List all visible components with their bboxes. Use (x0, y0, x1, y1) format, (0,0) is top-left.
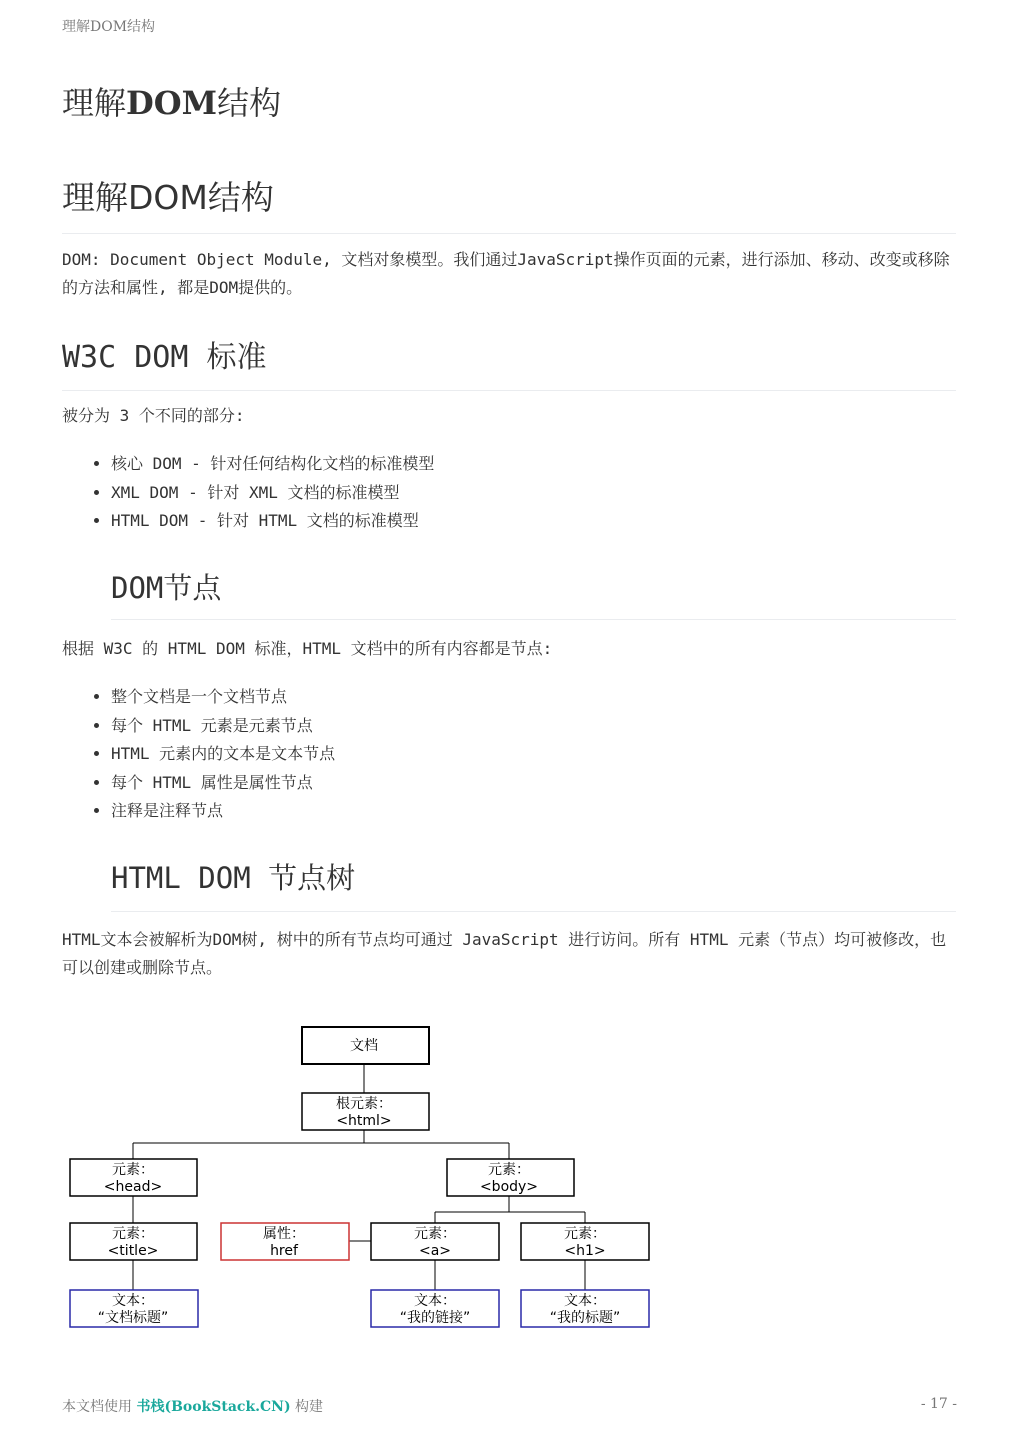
node-text-heading-label-line2: “我的标题” (549, 1310, 621, 1326)
list-item: • 整个文档是一个文档节点 (111, 683, 335, 712)
dom-nodes-list (62, 683, 335, 826)
footer-brand-link[interactable]: 书栈(BookStack.CN) (136, 1399, 291, 1415)
node-document (302, 1027, 429, 1064)
footer-credit (62, 1396, 323, 1416)
node-title-label-line2: <title> (107, 1243, 159, 1259)
node-h1 (521, 1223, 649, 1260)
dom-node-tree-diagram (62, 1018, 662, 1338)
w3c-parts-list (62, 450, 434, 536)
node-head-label-line2: <head> (103, 1179, 163, 1195)
dom-nodes-intro: 根据 W3C 的 HTML DOM 标准，HTML 文档中的所有内容都是节点: (62, 639, 553, 658)
node-a-label-line1: 元素： (414, 1226, 456, 1242)
list-item: • XML DOM - 针对 XML 文档的标准模型 (111, 479, 434, 508)
list-item: • 每个 HTML 元素是元素节点 (111, 712, 335, 741)
node-a-label-line2: <a> (418, 1243, 452, 1259)
w3c-intro: 被分为 3 个不同的部分: (62, 406, 245, 425)
list-item: • 每个 HTML 属性是属性节点 (111, 769, 335, 798)
document-title-part3: 结构 (217, 84, 282, 122)
node-text-title-label-line1: 文本： (112, 1293, 154, 1309)
document-title (62, 78, 281, 124)
node-body (447, 1159, 574, 1196)
document-title-part2: DOM (126, 84, 218, 122)
list-item: • 注释是注释节点 (111, 797, 335, 826)
node-head-label-line1: 元素： (112, 1162, 154, 1178)
running-header: 理解DOM结构 (62, 19, 156, 35)
node-attribute-label-line1: 属性： (263, 1226, 305, 1242)
document-title-part1: 理解 (62, 84, 127, 122)
node-text-title-label-line2: “文档标题” (97, 1310, 169, 1326)
list-item: • HTML 元素内的文本是文本节点 (111, 740, 335, 769)
node-head (70, 1159, 197, 1196)
node-document-label: 文档 (350, 1038, 378, 1054)
node-body-label-line2: <body> (479, 1179, 539, 1195)
node-text-link (371, 1290, 499, 1327)
list-item: • HTML DOM - 针对 HTML 文档的标准模型 (111, 507, 434, 536)
list-item: • 核心 DOM - 针对任何结构化文档的标准模型 (111, 450, 434, 479)
node-body-label-line1: 元素： (488, 1162, 530, 1178)
node-h1-label-line1: 元素： (564, 1226, 606, 1242)
node-text-heading-label-line1: 文本： (564, 1293, 606, 1309)
dom-tree-paragraph: HTML文本会被解析为DOM树, 树中的所有节点均可通过 JavaScript 进行访问。所有 HTML 元素（节点）均可被修改，也可以创建或删除节点。 (62, 930, 947, 977)
node-root-label-line2: <html> (336, 1113, 392, 1129)
section-heading-dom-tree: HTML DOM 节点树 (111, 856, 956, 912)
node-root-html (302, 1093, 429, 1130)
page-number: - 17 - (920, 1396, 957, 1412)
node-attribute-href (221, 1223, 349, 1260)
footer-prefix: 本文档使用 (62, 1399, 137, 1415)
section-heading-dom-structure: 理解DOM结构 (62, 172, 956, 234)
footer-suffix: 构建 (290, 1399, 324, 1415)
node-attribute-label-line2: href (270, 1243, 298, 1259)
section-heading-dom-nodes: DOM节点 (111, 566, 956, 620)
node-h1-label-line2: <h1> (564, 1243, 606, 1259)
node-a (371, 1223, 499, 1260)
node-text-heading (521, 1290, 649, 1327)
node-title-label-line1: 元素： (112, 1226, 154, 1242)
section-heading-w3c-dom: W3C DOM 标准 (62, 332, 956, 391)
node-text-link-label-line2: “我的链接” (399, 1310, 471, 1326)
dom-intro-paragraph: DOM: Document Object Module, 文档对象模型。我们通过JavaScript操作页面的元素，进行添加、移动、改变或移除的方法和属性, 都是DOM提供的。 (62, 250, 950, 297)
node-text-title (70, 1290, 198, 1327)
node-title (70, 1223, 197, 1260)
node-text-link-label-line1: 文本： (414, 1293, 456, 1309)
node-root-label-line1: 根元素： (336, 1096, 392, 1112)
